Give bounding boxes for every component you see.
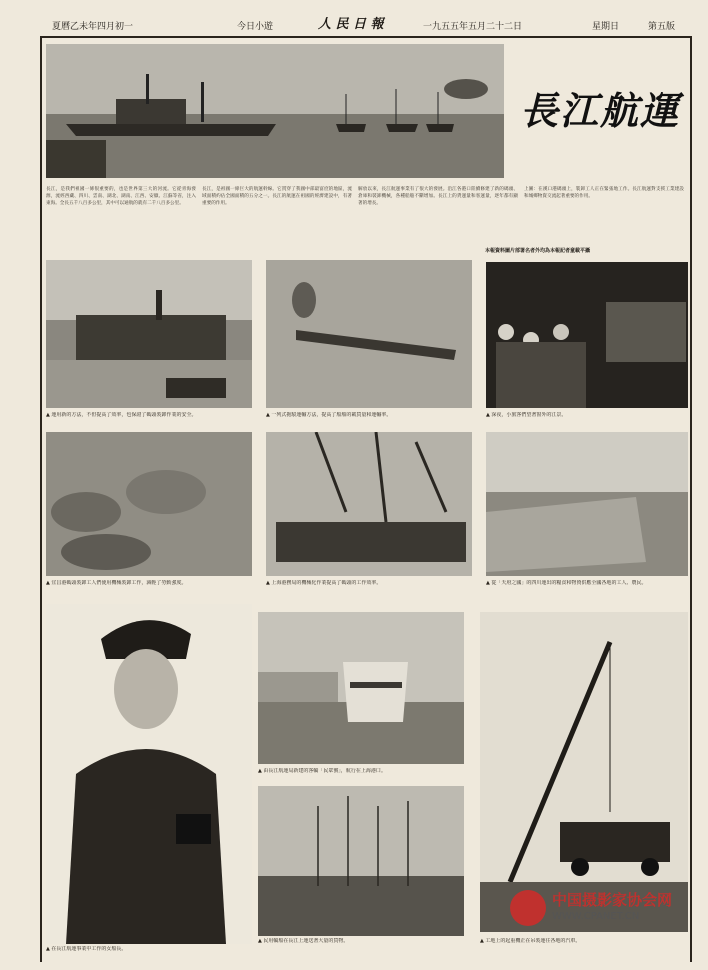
caption-7: ▲ 在長江航運事業中工作的女船長。 (46, 946, 127, 952)
caption-5: ▲ 上海港務局的機械化作業提高了碼頭的工作效率。 (266, 580, 382, 586)
photo-grain-sacks (486, 432, 688, 576)
weekday: 星期日 (592, 22, 620, 32)
page-number: 第五版 (648, 22, 676, 32)
intro-column-4: 上圖：在漢口港碼頭上，裝卸工人正在緊張地工作。長江航運對支援工業建設和城鄉物資交流起著重要的作用。 (524, 187, 684, 199)
watermark-org-name: 中国摄影家协会网 (552, 891, 673, 909)
cpanet-logo-icon (510, 890, 546, 926)
photo-passenger-ship (258, 612, 464, 764)
photo-crane-lifting-truck (480, 612, 688, 932)
right-border (690, 36, 692, 962)
feature-title: 長江航運 (520, 88, 681, 133)
intro-column-3: 解放以來，長江航運事業有了很大的發展。沿江各港口陸續修建了新的碼頭、倉庫和裝卸機械，各種船舶不斷增加。長江上的貨運量和客運量，逐年都有顯著的增長。 (358, 187, 518, 206)
caption-2: ▲ 一列式拖駁運輸方法，提高了船舶的載貨量和運輸率。 (266, 412, 392, 418)
left-border (40, 36, 42, 962)
photo-river-boats (258, 786, 464, 936)
paper-name: 人 民 日 報 (318, 17, 384, 32)
issue-date: 一九五五年五月二十二日 (423, 22, 523, 32)
masthead (0, 0, 708, 38)
photo-barge-convoy (266, 260, 472, 408)
masthead-rule (40, 36, 692, 38)
lunar-date: 夏曆乙未年四月初一 (52, 22, 134, 32)
photo-night-passengers (486, 262, 688, 408)
photo-harbor-ships (46, 44, 504, 178)
photo-crane-trucks (266, 432, 472, 576)
watermark-url[interactable]: WWW.CPANET.CN (552, 911, 640, 922)
photo-cargo-bales (46, 432, 252, 576)
caption-10: ▲ 工地上的起重機正在吊裝運往各地的汽車。 (480, 938, 581, 944)
caption-1: ▲ 運用新的方法，不但提高了效率，也保證了碼頭裝卸作業的安全。 (46, 412, 197, 418)
cpanet-watermark (502, 886, 702, 930)
caption-9: ▲ 民用輪船在長江上運送著大量的貨物。 (258, 938, 349, 944)
caption-6: ▲ 從「天府之國」的四川運出的糧食和物資供應全國各地的工人、農民。 (486, 580, 647, 586)
intro-column-2: 長江，是祖國一條巨大的航運幹線。它貫穿了我國中部最富庶的地區，流域面積約佔全國面積的五分之一。長江的航運在祖國的經濟建設中，有著重要的作用。 (202, 187, 352, 206)
caption-4: ▲ 宜昌港碼頭裝卸工人們使用機械裝卸工作，減輕了勞動強度。 (46, 580, 187, 586)
photo-woman-captain (46, 604, 252, 944)
caption-3: ▲ 深夜，小旅客們望著窗外的江景。 (486, 412, 567, 418)
intro-column-1: 長江，是我們祖國一條很重要的，也是世界第三大的河流。它從青海發源，流經西藏、四川、雲南、湖北、湖南、江西、安徽、江蘇等省，注入東海。全長五千八百多公里，其中可以通航的就有二千八百多公里。 (46, 187, 196, 206)
photo-dock-loading (46, 260, 252, 408)
photo-credit: 本報資料圖片部署名者外均為本報記者童載平攝 (484, 248, 590, 254)
index-label: 今日小遊 (237, 22, 274, 32)
caption-8: ▲ 由長江航運局新建的客輪「民眾號」，航行在上海港口。 (258, 768, 386, 774)
